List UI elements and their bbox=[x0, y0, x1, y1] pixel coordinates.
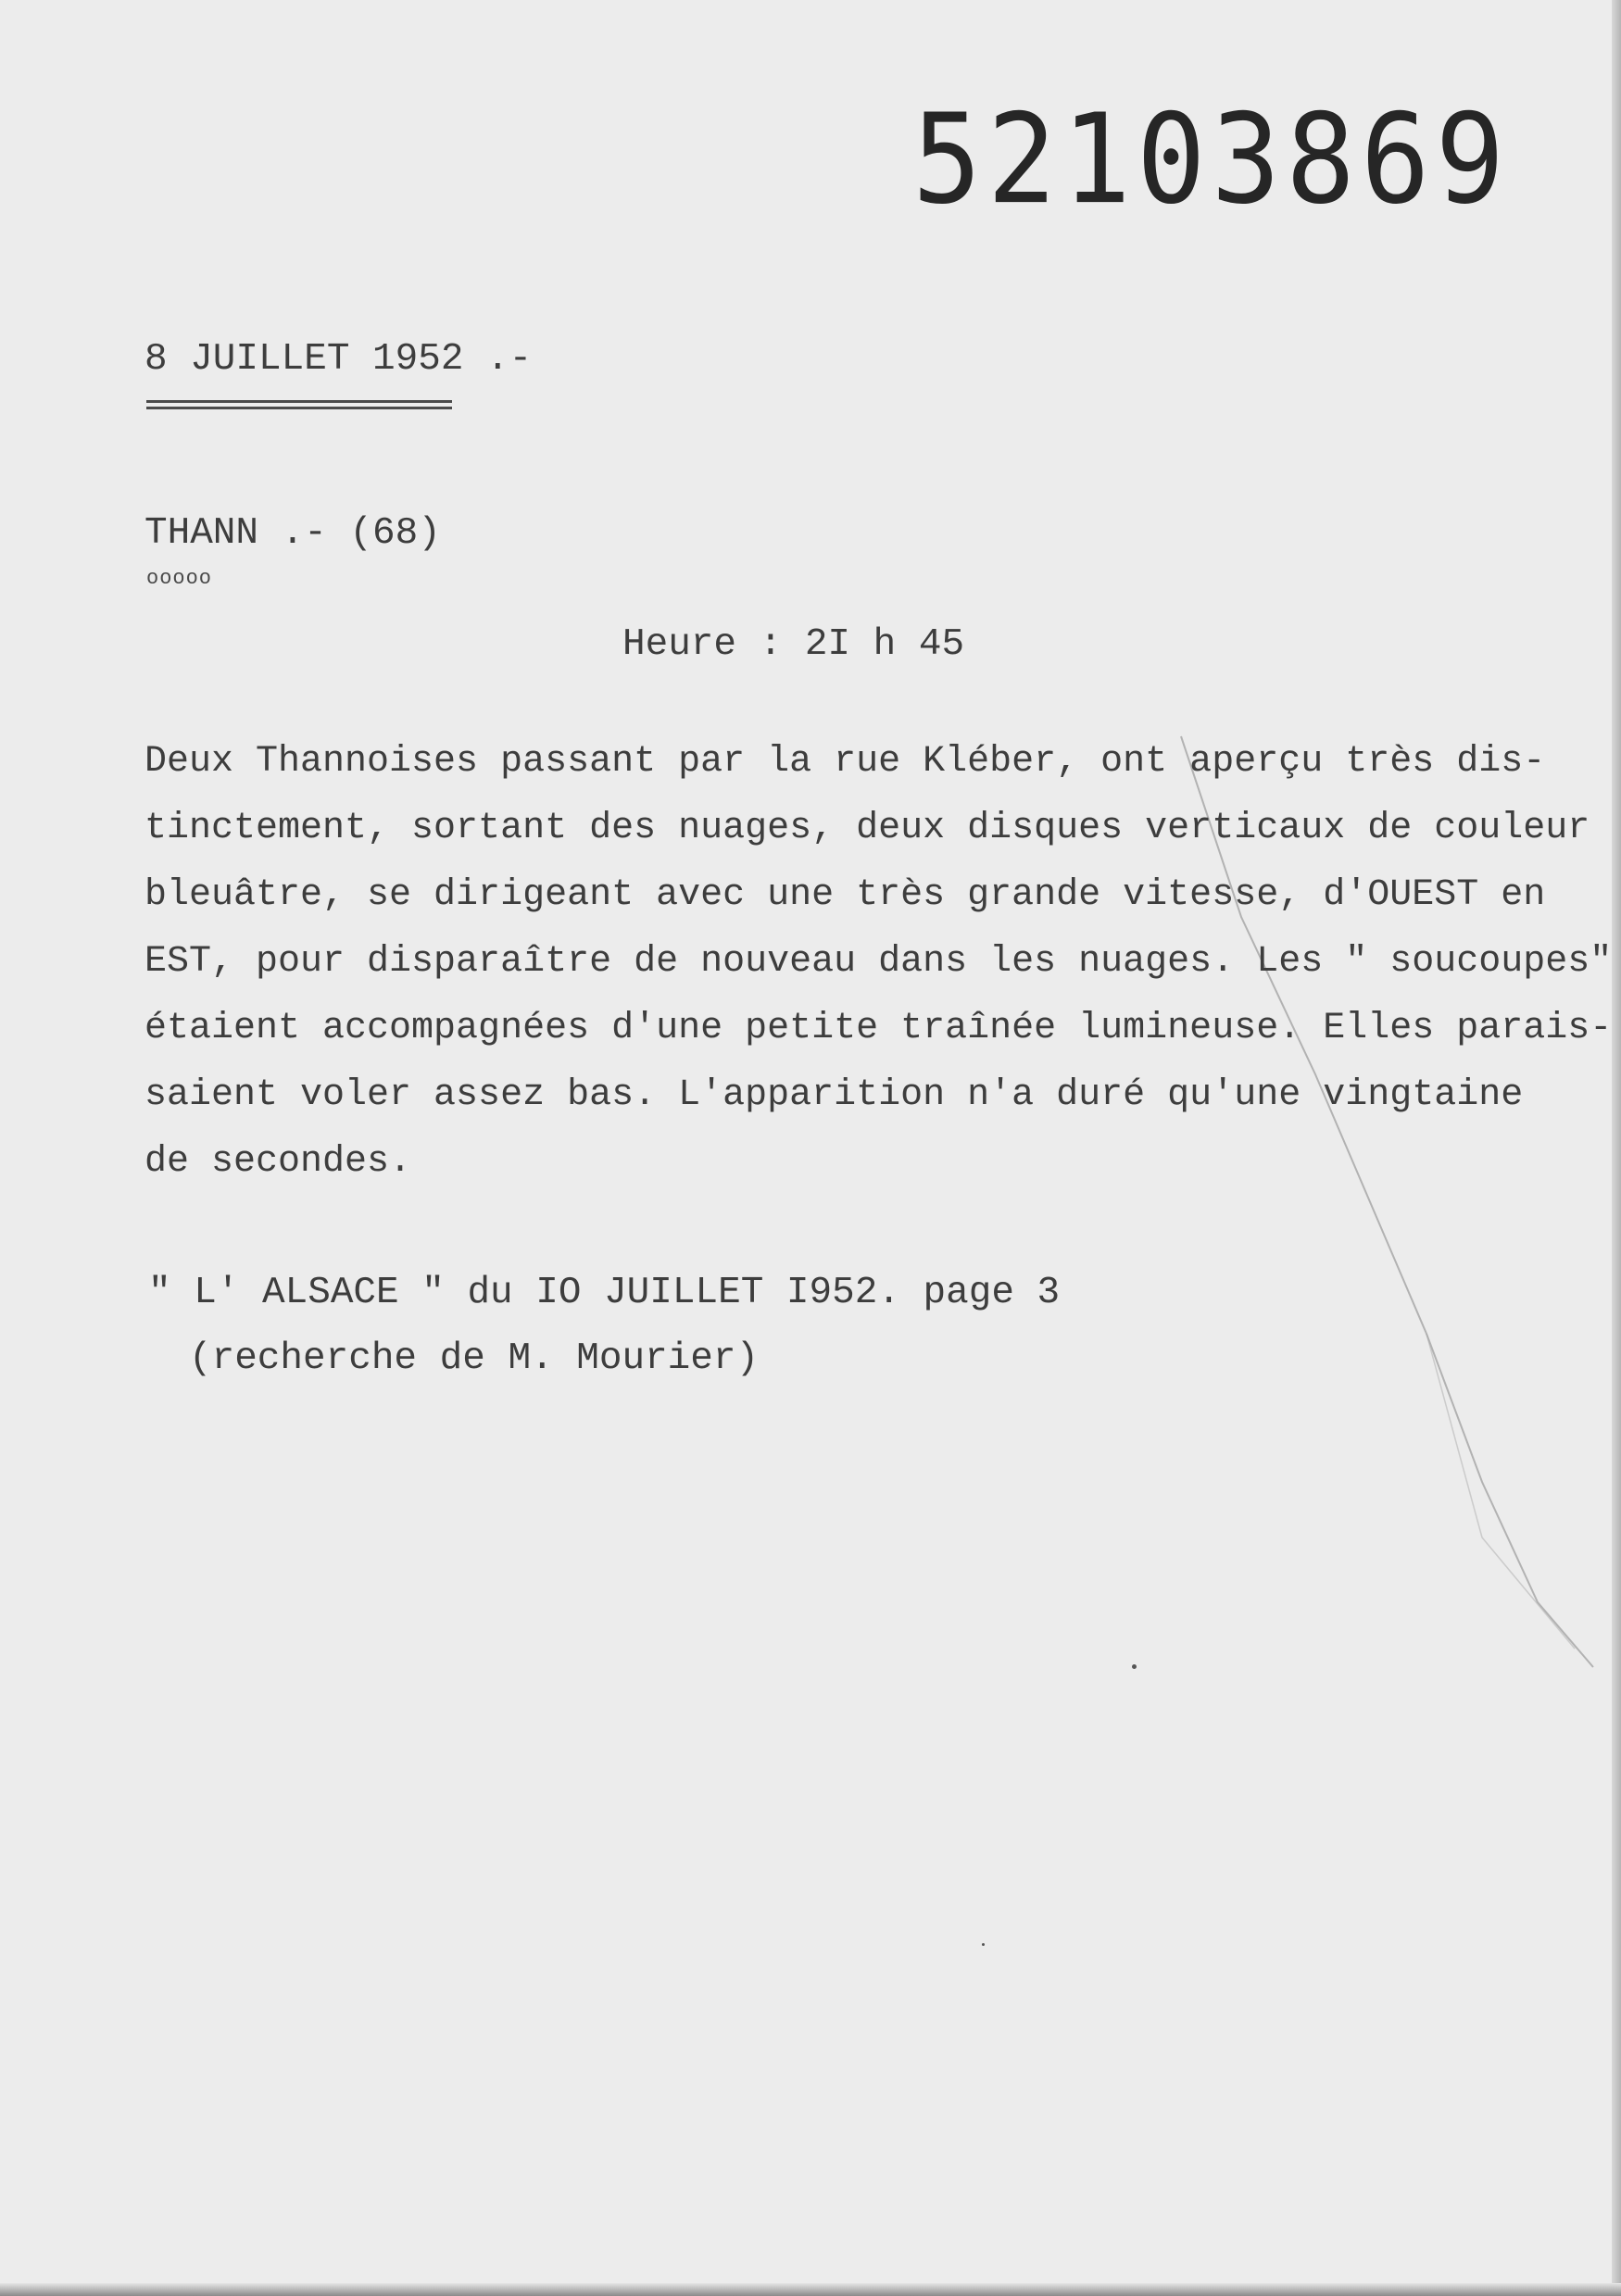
body-line: Deux Thannoises passant par la rue Kléber, ont aperçu très dis- bbox=[145, 741, 1546, 783]
reference-number: 52103869 bbox=[912, 88, 1511, 232]
page-edge-right bbox=[1612, 0, 1621, 2296]
date-heading: 8 JUILLET 1952 .- bbox=[145, 338, 533, 381]
body-line: bleuâtre, se dirigeant avec une très grande vitesse, d'OUEST en bbox=[145, 874, 1546, 916]
source-note: (recherche de M. Mourier) bbox=[189, 1337, 760, 1380]
place-underline-marks: ooooo bbox=[146, 567, 213, 590]
date-underline bbox=[146, 400, 452, 409]
time-line: Heure : 2I h 45 bbox=[622, 623, 965, 666]
speck bbox=[982, 1943, 985, 1946]
body-line: étaient accompagnées d'une petite traînée lumineuse. Elles parais- bbox=[145, 1008, 1613, 1049]
page-edge-bottom bbox=[0, 2283, 1621, 2296]
body-line: de secondes. bbox=[145, 1141, 412, 1183]
body-line: tinctement, sortant des nuages, deux disques verticaux de couleur bbox=[145, 808, 1590, 849]
place-heading: THANN .- (68) bbox=[145, 512, 441, 555]
speck bbox=[1132, 1664, 1137, 1669]
body-line: saient voler assez bas. L'apparition n'a duré qu'une vingtaine bbox=[145, 1074, 1524, 1116]
source-citation: " L' ALSACE " du IO JUILLET I952. page 3 bbox=[148, 1272, 1061, 1314]
body-line: EST, pour disparaître de nouveau dans les nuages. Les " soucoupes" bbox=[145, 941, 1613, 983]
